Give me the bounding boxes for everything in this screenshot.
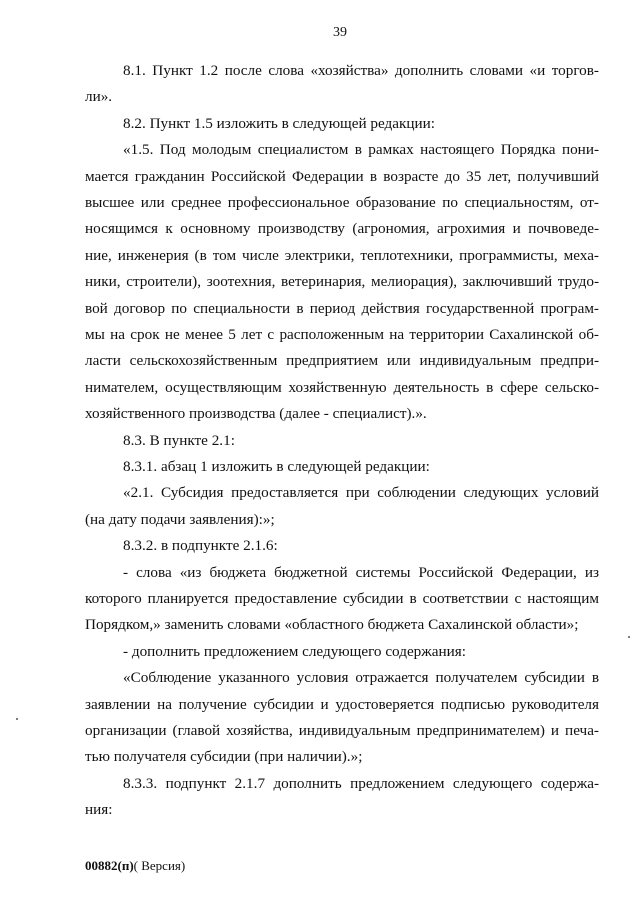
text-line: организации (главой хозяйства, индивидуальным предпринимателем) и печа- xyxy=(85,721,599,739)
text-line: 8.2. Пункт 1.5 изложить в следующей редакции: xyxy=(123,114,436,132)
text-line: ли». xyxy=(85,88,113,106)
scan-speck xyxy=(16,718,18,720)
text-line: высшее или среднее профессиональное образование по специальностям, от- xyxy=(85,193,599,211)
text-line: 8.3.1. абзац 1 изложить в следующей редакции: xyxy=(123,457,430,475)
page-number: 39 xyxy=(333,25,347,40)
document-code: 00882(п) xyxy=(85,858,134,873)
text-line: (на дату подачи заявления):»; xyxy=(85,510,275,528)
text-line: носящимся к основному производству (агрономия, агрохимия и почвоведе- xyxy=(85,220,599,238)
document-footer xyxy=(85,858,185,874)
text-line: ния: xyxy=(85,801,113,819)
text-line: тью получателя субсидии (при наличии).»; xyxy=(85,748,363,766)
text-line: Порядком,» заменить словами «областного бюджета Сахалинской области»; xyxy=(85,616,579,634)
text-line: 8.1. Пункт 1.2 после слова «хозяйства» дополнить словами «и торгов- xyxy=(123,62,599,79)
text-line: 8.3. В пункте 2.1: xyxy=(123,431,235,449)
document-version: ( Версия) xyxy=(133,858,186,873)
scan-speck xyxy=(628,636,630,638)
text-line: - слова «из бюджета бюджетной системы Российской Федерации, из xyxy=(123,563,599,581)
text-line: хозяйственного производства (далее - специалист).». xyxy=(85,405,427,423)
text-line: ники, строители), зоотехния, ветеринария, мелиорация), заключивший трудо- xyxy=(85,273,599,291)
text-line: мается гражданин Российской Федерации в возрасте до 35 лет, получивший xyxy=(85,167,599,185)
text-line: «2.1. Субсидия предоставляется при соблюдении следующих условий xyxy=(123,484,599,502)
text-line: «Соблюдение указанного условия отражается получателем субсидии в xyxy=(123,669,599,687)
text-line: которого планируется предоставление субсидии в соответствии с настоящим xyxy=(85,589,599,607)
text-line: нимателем, осуществляющим хозяйственную деятельность в сфере сельско- xyxy=(85,378,599,396)
document-body xyxy=(85,58,599,824)
text-line: заявлении на получение субсидии и удостоверяется подписью руководителя xyxy=(85,695,599,713)
text-line: ласти сельскохозяйственным предприятием или индивидуальным предпри- xyxy=(85,352,599,370)
text-line: «1.5. Под молодым специалистом в рамках настоящего Порядка пони- xyxy=(123,141,599,159)
text-line: - дополнить предложением следующего содержания: xyxy=(123,642,466,660)
text-line: 8.3.3. подпункт 2.1.7 дополнить предложением следующего содержа- xyxy=(123,774,599,792)
text-line: вой договор по специальности в период действия государственной програм- xyxy=(85,299,599,317)
text-line: ние, инженерия (в том числе электрики, теплотехники, программисты, меха- xyxy=(85,246,599,264)
text-line: мы на срок не менее 5 лет с расположенным на территории Сахалинской об- xyxy=(85,325,599,343)
text-line: 8.3.2. в подпункте 2.1.6: xyxy=(123,537,278,555)
